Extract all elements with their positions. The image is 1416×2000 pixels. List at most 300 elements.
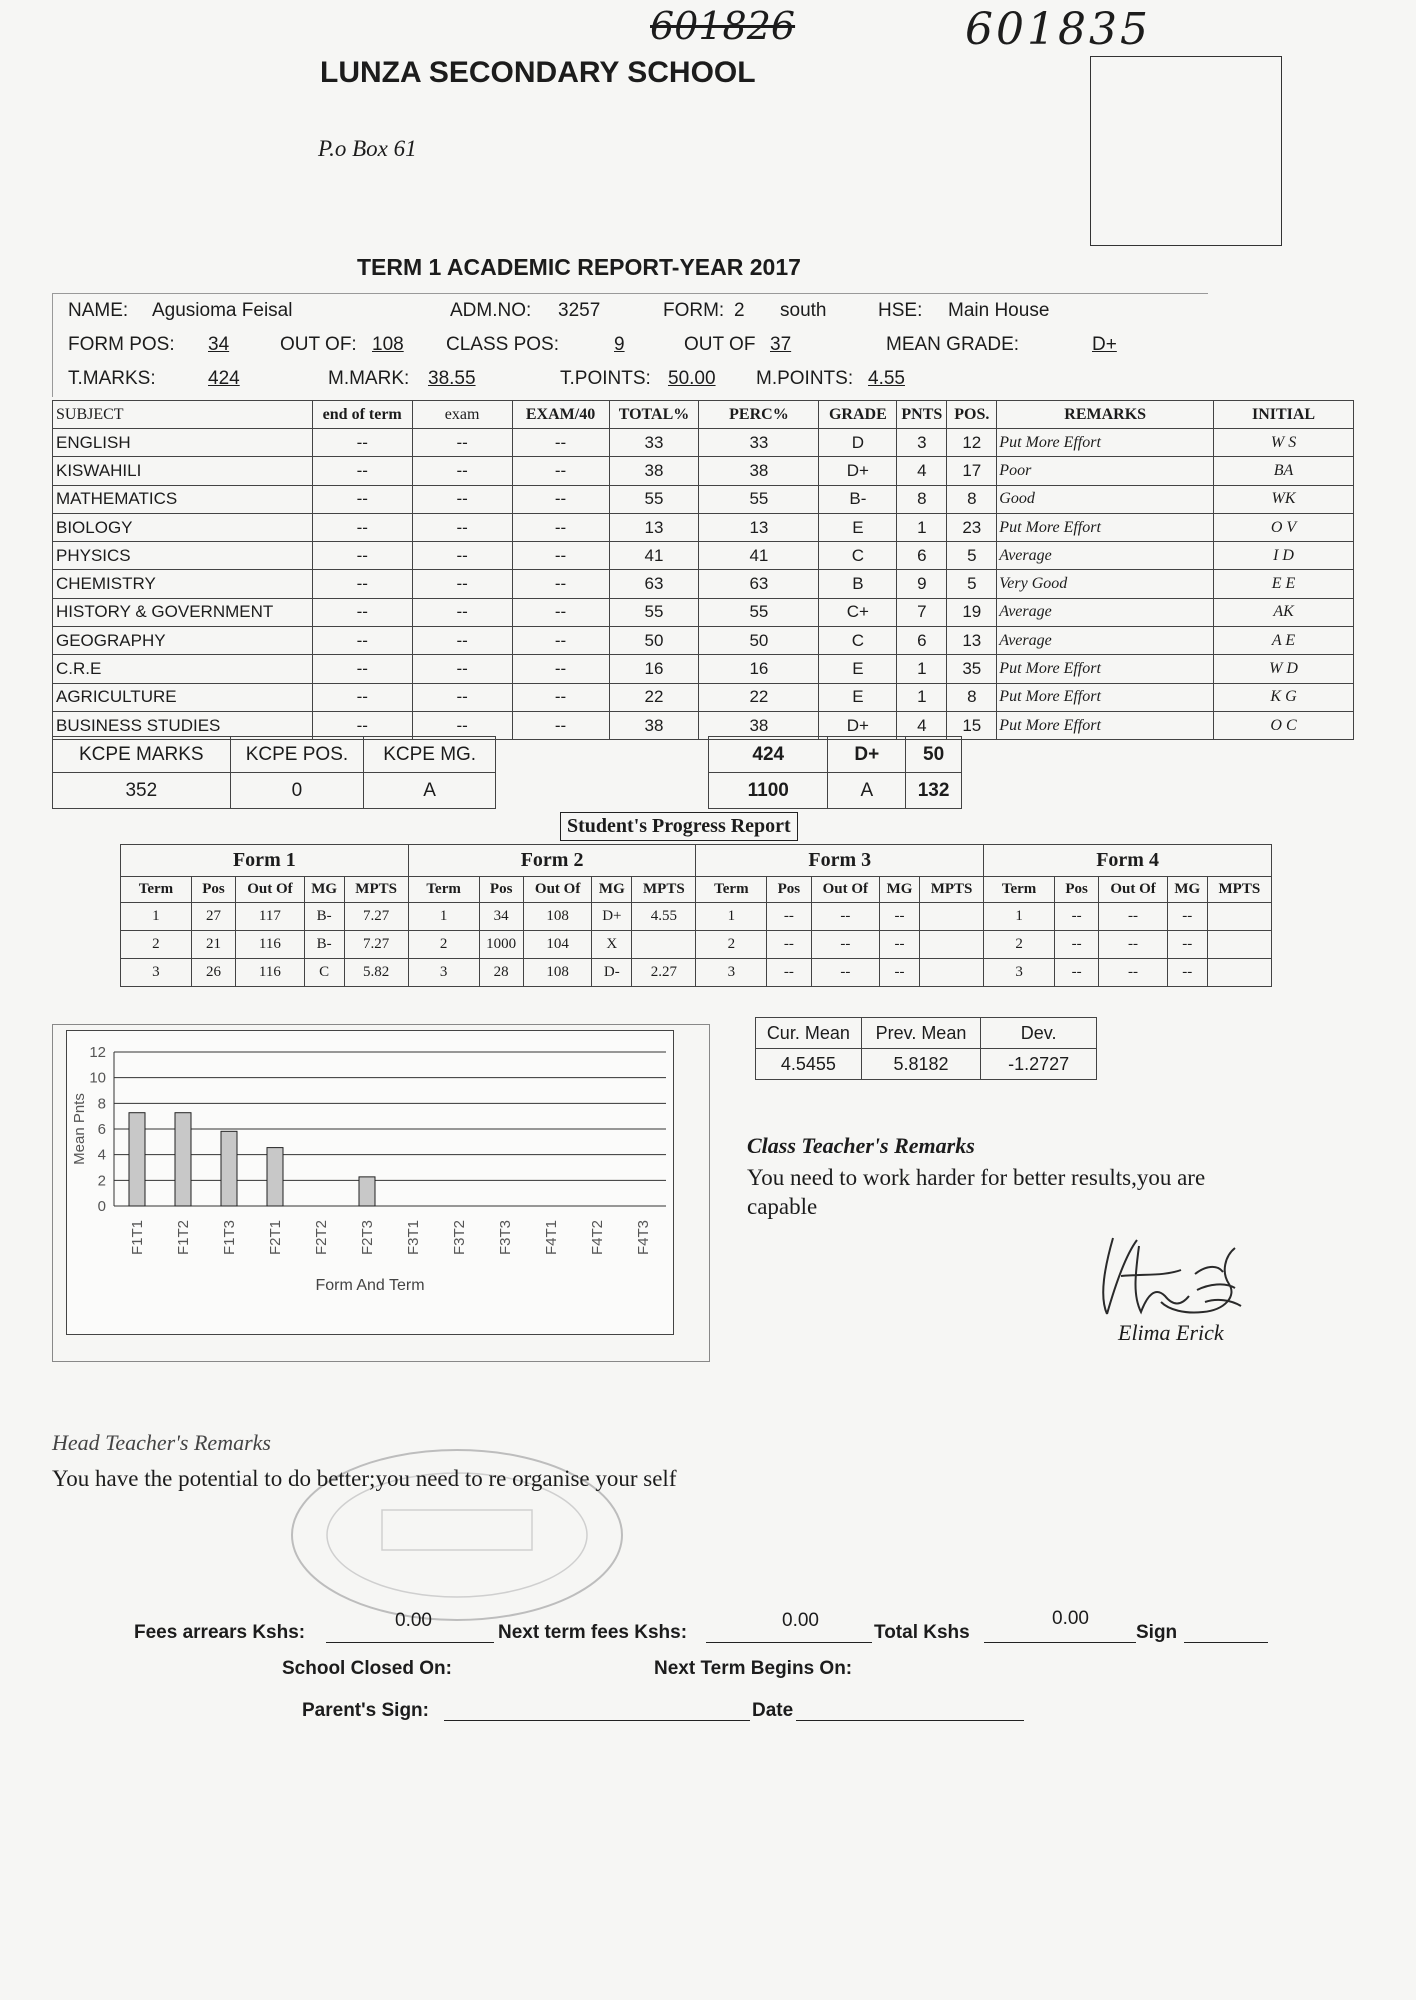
subject-cell-perc: 22: [699, 683, 819, 711]
subject-cell-points: 1: [897, 683, 947, 711]
progress-cell: --: [1099, 903, 1168, 931]
max-marks: 1100: [709, 773, 828, 809]
subject-cell-total: 38: [609, 711, 699, 739]
cur-mean-header: Cur. Mean: [756, 1018, 862, 1049]
subject-cell-subject-name: HISTORY & GOVERNMENT: [53, 598, 313, 626]
subject-cell-points: 4: [897, 457, 947, 485]
subject-cell-exam40: --: [512, 655, 609, 683]
subject-cell-total: 63: [609, 570, 699, 598]
subject-cell-initial: K G: [1214, 683, 1354, 711]
subject-cell-subject-name: ENGLISH: [53, 429, 313, 457]
subject-cell-remarks: Poor: [997, 457, 1214, 485]
progress-cell: 3: [121, 959, 192, 987]
chart-y-tick-label: 2: [97, 1172, 106, 1190]
tmarks-value: 424: [208, 368, 240, 389]
subject-cell-end-of-term: --: [312, 598, 412, 626]
house-label: HSE:: [878, 300, 923, 321]
col-header-pos: POS.: [947, 401, 997, 429]
subject-cell-position: 13: [947, 627, 997, 655]
progress-form-header: Form 1: [121, 845, 409, 877]
subject-cell-perc: 13: [699, 513, 819, 541]
student-info-row-3: [52, 361, 1208, 395]
subject-cell-exam: --: [412, 542, 512, 570]
col-header-end-of-term: end of term: [312, 401, 412, 429]
student-name: Agusioma Feisal: [152, 300, 293, 321]
subject-cell-exam40: --: [512, 711, 609, 739]
subject-cell-total: 38: [609, 457, 699, 485]
progress-cell: 2: [984, 931, 1055, 959]
progress-cell: 2: [121, 931, 192, 959]
subject-cell-exam: --: [412, 513, 512, 541]
progress-cell: 108: [523, 903, 592, 931]
means-value-row: [756, 1049, 1097, 1080]
form-label: FORM:: [663, 300, 725, 321]
chart-x-tick-label: F1T2: [175, 1220, 192, 1256]
chart-x-tick-label: F2T2: [313, 1220, 330, 1256]
progress-column-header: Out Of: [523, 877, 592, 903]
progress-cell: [1207, 931, 1271, 959]
progress-cell: --: [811, 959, 880, 987]
chart-x-tick-label: F3T2: [451, 1220, 468, 1256]
means-header-row: [756, 1018, 1097, 1049]
progress-column-header: MG: [304, 877, 344, 903]
mean-points-chart: [66, 1030, 674, 1335]
progress-cell: [919, 903, 983, 931]
chart-x-tick-label: F2T1: [267, 1220, 284, 1256]
progress-cell: C: [304, 959, 344, 987]
subject-cell-end-of-term: --: [312, 457, 412, 485]
subject-cell-exam40: --: [512, 570, 609, 598]
subject-cell-perc: 50: [699, 627, 819, 655]
progress-cell: 27: [191, 903, 235, 931]
school-closed-label: School Closed On:: [282, 1658, 452, 1679]
subject-cell-position: 5: [947, 570, 997, 598]
name-label: NAME:: [68, 300, 129, 321]
col-header-perc: PERC%: [699, 401, 819, 429]
tpoints-label: T.POINTS:: [560, 368, 651, 389]
out-of-label: OUT OF:: [280, 334, 357, 355]
subjects-header-row: [53, 401, 1354, 429]
col-header-exam: exam: [412, 401, 512, 429]
subject-cell-end-of-term: --: [312, 429, 412, 457]
progress-column-header: MG: [592, 877, 632, 903]
sign-label: Sign: [1136, 1622, 1178, 1643]
progress-cell: 1000: [479, 931, 523, 959]
subject-cell-position: 12: [947, 429, 997, 457]
progress-cell: --: [880, 959, 920, 987]
dev-header: Dev.: [981, 1018, 1097, 1049]
progress-cell: --: [1099, 931, 1168, 959]
subject-cell-initial: I D: [1214, 542, 1354, 570]
chart-y-tick-label: 12: [89, 1044, 106, 1061]
tmarks-label: T.MARKS:: [68, 368, 156, 389]
chart-y-tick-label: 4: [97, 1146, 106, 1164]
student-info-row-1: [52, 293, 1208, 327]
subject-cell-subject-name: KISWAHILI: [53, 457, 313, 485]
progress-cell: 7.27: [344, 931, 408, 959]
progress-column-header: MG: [1167, 877, 1207, 903]
progress-column-header: MPTS: [919, 877, 983, 903]
progress-column-header: MPTS: [344, 877, 408, 903]
progress-cell: --: [1167, 959, 1207, 987]
subject-cell-grade: D+: [819, 711, 897, 739]
chart-y-tick-label: 8: [97, 1095, 106, 1113]
report-title: TERM 1 ACADEMIC REPORT-YEAR 2017: [357, 254, 801, 280]
progress-term-row: [121, 959, 1272, 987]
progress-cell: --: [811, 903, 880, 931]
progress-cell: 7.27: [344, 903, 408, 931]
subject-cell-remarks: Average: [997, 598, 1214, 626]
total-line: [984, 1641, 1136, 1643]
progress-column-header: MG: [880, 877, 920, 903]
progress-term-row: [121, 931, 1272, 959]
subject-cell-total: 50: [609, 627, 699, 655]
progress-form-header: Form 2: [408, 845, 696, 877]
chart-x-axis-label: Form And Term: [315, 1277, 425, 1294]
handwritten-number: 601835: [965, 4, 1151, 55]
parent-sign-label: Parent's Sign:: [302, 1700, 429, 1721]
subject-cell-exam40: --: [512, 542, 609, 570]
subject-cell-perc: 55: [699, 485, 819, 513]
progress-column-header: Pos: [1054, 877, 1098, 903]
progress-form-header: Form 3: [696, 845, 984, 877]
subject-cell-points: 1: [897, 513, 947, 541]
form-pos-label: FORM POS:: [68, 334, 175, 355]
progress-cell: --: [1167, 931, 1207, 959]
subject-cell-end-of-term: --: [312, 513, 412, 541]
subject-cell-initial: AK: [1214, 598, 1354, 626]
subject-cell-position: 8: [947, 683, 997, 711]
progress-cell: [1207, 959, 1271, 987]
adm-number: 3257: [558, 300, 601, 321]
subject-cell-end-of-term: --: [312, 655, 412, 683]
stream-value: south: [780, 300, 827, 321]
subject-cell-exam: --: [412, 655, 512, 683]
progress-cell: 4.55: [632, 903, 696, 931]
subject-cell-grade: E: [819, 513, 897, 541]
subject-cell-grade: E: [819, 655, 897, 683]
progress-form-header: Form 4: [984, 845, 1272, 877]
progress-cell: 5.82: [344, 959, 408, 987]
progress-cell: D-: [592, 959, 632, 987]
chart-bar: [267, 1148, 283, 1206]
adm-label: ADM.NO:: [450, 300, 532, 321]
subject-row: [53, 513, 1354, 541]
class-out-of-label: OUT OF: [684, 334, 756, 355]
subject-cell-perc: 16: [699, 655, 819, 683]
subject-row: [53, 655, 1354, 683]
subject-cell-initial: W D: [1214, 655, 1354, 683]
progress-cell: 116: [236, 931, 305, 959]
kcpe-table: [52, 736, 496, 809]
chart-y-tick-label: 0: [97, 1198, 106, 1215]
progress-cell: 2: [408, 931, 479, 959]
kcpe-pos-value: 0: [230, 773, 364, 809]
progress-column-header: MPTS: [1207, 877, 1271, 903]
fees-arrears-line: [326, 1641, 494, 1643]
subject-cell-remarks: Put More Effort: [997, 711, 1214, 739]
chart-x-tick-label: F3T1: [405, 1220, 422, 1256]
subject-cell-remarks: Put More Effort: [997, 513, 1214, 541]
progress-cell: [919, 959, 983, 987]
mean-grade-label: MEAN GRADE:: [886, 334, 1020, 355]
subject-cell-total: 16: [609, 655, 699, 683]
progress-cell: 1: [696, 903, 767, 931]
progress-report-title: Student's Progress Report: [560, 812, 798, 841]
subject-cell-total: 55: [609, 485, 699, 513]
subject-cell-grade: C+: [819, 598, 897, 626]
subject-cell-subject-name: PHYSICS: [53, 542, 313, 570]
progress-cell: [919, 931, 983, 959]
class-teacher-remarks-text: You need to work harder for better results,you are capable: [747, 1165, 1206, 1219]
progress-cell: 117: [236, 903, 305, 931]
progress-cell: --: [1167, 903, 1207, 931]
subject-cell-position: 8: [947, 485, 997, 513]
subject-cell-exam: --: [412, 711, 512, 739]
subject-row: [53, 627, 1354, 655]
progress-cell: --: [1099, 959, 1168, 987]
col-header-grade: GRADE: [819, 401, 897, 429]
subject-cell-points: 4: [897, 711, 947, 739]
chart-x-tick-label: F4T1: [543, 1220, 560, 1256]
subject-cell-grade: C: [819, 627, 897, 655]
col-header-subject: SUBJECT: [53, 401, 313, 429]
subject-cell-exam40: --: [512, 627, 609, 655]
subject-cell-end-of-term: --: [312, 683, 412, 711]
subject-cell-points: 7: [897, 598, 947, 626]
date-line: [796, 1719, 1024, 1721]
subject-cell-total: 55: [609, 598, 699, 626]
fees-arrears-label: Fees arrears Kshs:: [134, 1622, 306, 1643]
sign-line: [1184, 1641, 1268, 1643]
col-header-initial: INITIAL: [1214, 401, 1354, 429]
subject-cell-end-of-term: --: [312, 627, 412, 655]
subject-cell-end-of-term: --: [312, 711, 412, 739]
subject-cell-subject-name: CHEMISTRY: [53, 570, 313, 598]
progress-cell: --: [1054, 931, 1098, 959]
class-out-of-value: 37: [770, 334, 792, 355]
progress-cell: --: [767, 959, 811, 987]
subject-cell-exam: --: [412, 429, 512, 457]
subject-cell-remarks: Good: [997, 485, 1214, 513]
subject-cell-subject-name: AGRICULTURE: [53, 683, 313, 711]
subject-cell-remarks: Put More Effort: [997, 655, 1214, 683]
prev-mean-header: Prev. Mean: [861, 1018, 981, 1049]
progress-table: [120, 844, 1272, 987]
subject-cell-exam40: --: [512, 457, 609, 485]
chart-x-tick-label: F4T2: [589, 1220, 606, 1256]
kcpe-mg-value: A: [364, 773, 496, 809]
subject-cell-remarks: Average: [997, 542, 1214, 570]
progress-cell: 1: [984, 903, 1055, 931]
crossed-out-number: 601826: [650, 4, 796, 48]
subject-cell-exam40: --: [512, 683, 609, 711]
progress-cell: 26: [191, 959, 235, 987]
subject-cell-perc: 41: [699, 542, 819, 570]
subject-row: [53, 429, 1354, 457]
subject-cell-initial: O C: [1214, 711, 1354, 739]
house-value: Main House: [948, 300, 1050, 321]
totals-row-2: [709, 773, 962, 809]
class-pos-value: 9: [614, 334, 625, 355]
subject-cell-points: 6: [897, 542, 947, 570]
next-term-fees-label: Next term fees Kshs:: [498, 1622, 688, 1643]
subject-cell-end-of-term: --: [312, 485, 412, 513]
progress-column-header: Out Of: [236, 877, 305, 903]
subject-cell-points: 8: [897, 485, 947, 513]
subject-cell-subject-name: MATHEMATICS: [53, 485, 313, 513]
progress-cell: 3: [408, 959, 479, 987]
chart-x-tick-label: F1T3: [221, 1220, 238, 1256]
col-header-pnts: PNTS: [897, 401, 947, 429]
subject-cell-initial: W S: [1214, 429, 1354, 457]
subject-cell-grade: B-: [819, 485, 897, 513]
progress-column-header: MPTS: [632, 877, 696, 903]
subject-cell-position: 15: [947, 711, 997, 739]
kcpe-marks-header: KCPE MARKS: [53, 737, 231, 773]
progress-form-header-row: [121, 845, 1272, 877]
max-points: 132: [906, 773, 962, 809]
total-value: 0.00: [1052, 1608, 1089, 1629]
head-teacher-remarks-text: You have the potential to do better;you need to re organise your self: [52, 1466, 677, 1491]
subject-cell-exam: --: [412, 570, 512, 598]
dev-value: -1.2727: [981, 1049, 1097, 1080]
progress-cell: 2.27: [632, 959, 696, 987]
totals-row-1: [709, 737, 962, 773]
chart-bar: [221, 1131, 237, 1206]
chart-x-tick-label: F2T3: [359, 1220, 376, 1256]
subject-cell-end-of-term: --: [312, 542, 412, 570]
kcpe-mg-header: KCPE MG.: [364, 737, 496, 773]
progress-table-body: [121, 845, 1272, 987]
progress-cell: 1: [408, 903, 479, 931]
chart-y-tick-label: 10: [89, 1069, 106, 1087]
total-marks: 424: [709, 737, 828, 773]
class-pos-label: CLASS POS:: [446, 334, 559, 355]
subject-cell-grade: E: [819, 683, 897, 711]
subject-cell-remarks: Put More Effort: [997, 429, 1214, 457]
subjects-table: [52, 400, 1354, 740]
progress-cell: 2: [696, 931, 767, 959]
chart-bar: [129, 1113, 145, 1206]
progress-cell: --: [880, 931, 920, 959]
next-term-begins-label: Next Term Begins On:: [654, 1658, 853, 1679]
progress-term-row: [121, 903, 1272, 931]
subject-cell-exam: --: [412, 627, 512, 655]
progress-column-header: Pos: [767, 877, 811, 903]
subject-cell-initial: E E: [1214, 570, 1354, 598]
prev-mean-value: 5.8182: [861, 1049, 981, 1080]
col-header-total: TOTAL%: [609, 401, 699, 429]
progress-column-header: Term: [121, 877, 192, 903]
total-label: Total Kshs: [874, 1622, 970, 1643]
subject-cell-points: 6: [897, 627, 947, 655]
tpoints-value: 50.00: [668, 368, 716, 389]
chart-bar: [359, 1177, 375, 1206]
subject-row: [53, 457, 1354, 485]
subject-cell-position: 19: [947, 598, 997, 626]
subject-cell-perc: 55: [699, 598, 819, 626]
progress-cell: [632, 931, 696, 959]
kcpe-pos-header: KCPE POS.: [230, 737, 364, 773]
progress-column-header: Term: [696, 877, 767, 903]
progress-cell: --: [880, 903, 920, 931]
progress-column-header: Out Of: [811, 877, 880, 903]
fees-arrears-value: 0.00: [395, 1610, 432, 1631]
progress-cell: --: [811, 931, 880, 959]
subject-cell-initial: A E: [1214, 627, 1354, 655]
form-pos-value: 34: [208, 334, 230, 355]
subject-cell-subject-name: GEOGRAPHY: [53, 627, 313, 655]
subject-cell-exam40: --: [512, 513, 609, 541]
chart-bar: [175, 1113, 191, 1206]
progress-column-header-row: [121, 877, 1272, 903]
progress-cell: 3: [984, 959, 1055, 987]
chart-y-axis-label: Mean Pnts: [71, 1093, 88, 1165]
subject-cell-total: 41: [609, 542, 699, 570]
chart-x-tick-label: F4T3: [635, 1220, 652, 1256]
totals-table: [708, 736, 962, 809]
subject-cell-points: 9: [897, 570, 947, 598]
subject-cell-subject-name: BIOLOGY: [53, 513, 313, 541]
progress-cell: --: [767, 903, 811, 931]
subject-cell-exam: --: [412, 683, 512, 711]
subject-cell-remarks: Very Good: [997, 570, 1214, 598]
mpoints-label: M.POINTS:: [756, 368, 854, 389]
subject-cell-exam40: --: [512, 485, 609, 513]
subject-cell-grade: B: [819, 570, 897, 598]
kcpe-marks-value: 352: [53, 773, 231, 809]
subject-cell-grade: C: [819, 542, 897, 570]
progress-cell: B-: [304, 931, 344, 959]
progress-cell: 104: [523, 931, 592, 959]
mpoints-value: 4.55: [868, 368, 905, 389]
progress-cell: --: [1054, 959, 1098, 987]
subject-cell-points: 3: [897, 429, 947, 457]
progress-column-header: Pos: [479, 877, 523, 903]
subject-cell-position: 23: [947, 513, 997, 541]
class-teacher-remarks-title: Class Teacher's Remarks: [747, 1133, 975, 1158]
date-label: Date: [752, 1700, 794, 1721]
subject-cell-exam: --: [412, 457, 512, 485]
subject-cell-points: 1: [897, 655, 947, 683]
kcpe-header-row: [53, 737, 496, 773]
progress-cell: 34: [479, 903, 523, 931]
mmark-value: 38.55: [428, 368, 476, 389]
subject-cell-initial: O V: [1214, 513, 1354, 541]
subject-row: [53, 485, 1354, 513]
col-header-exam40: EXAM/40: [512, 401, 609, 429]
progress-cell: 28: [479, 959, 523, 987]
kcpe-value-row: [53, 773, 496, 809]
subject-cell-total: 22: [609, 683, 699, 711]
subject-row: [53, 570, 1354, 598]
form-value: 2: [734, 300, 745, 321]
progress-cell: 21: [191, 931, 235, 959]
total-points: 50: [906, 737, 962, 773]
photo-box: [1090, 56, 1282, 246]
subject-cell-perc: 33: [699, 429, 819, 457]
school-name: LUNZA SECONDARY SCHOOL: [320, 56, 756, 89]
subject-cell-total: 13: [609, 513, 699, 541]
subject-cell-perc: 38: [699, 711, 819, 739]
progress-cell: 1: [121, 903, 192, 931]
head-teacher-remarks-title: Head Teacher's Remarks: [52, 1430, 271, 1455]
subject-cell-exam40: --: [512, 598, 609, 626]
subject-row: [53, 598, 1354, 626]
subject-cell-subject-name: BUSINESS STUDIES: [53, 711, 313, 739]
subject-row: [53, 683, 1354, 711]
